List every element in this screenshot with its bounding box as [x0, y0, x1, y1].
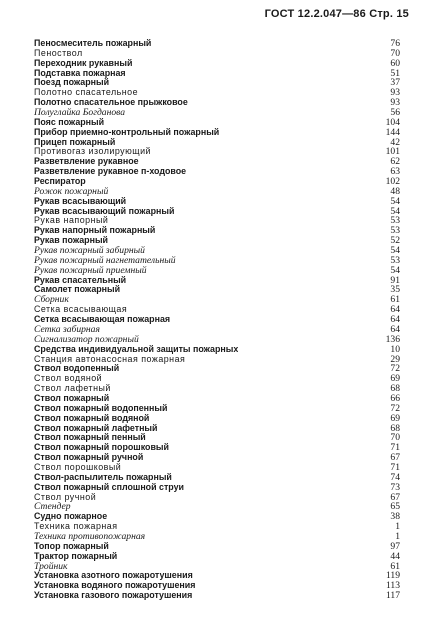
index-page-number: 68	[390, 383, 400, 395]
index-term: Разветвление рукавное	[34, 157, 139, 167]
index-page-number: 64	[390, 314, 400, 326]
index-page-number: 91	[390, 274, 400, 286]
index-entry	[34, 424, 400, 434]
index-term: Ствол пожарный порошковый	[34, 443, 169, 453]
index-term: Судно пожарное	[34, 512, 108, 522]
index-term: Рукав пожарный приемный	[34, 265, 147, 276]
index-page-number: 35	[390, 284, 400, 296]
index-page-number: 38	[390, 511, 400, 523]
index-entry	[34, 532, 400, 542]
index-entry	[34, 177, 400, 187]
index-term: Топор пожарный	[34, 541, 109, 551]
index-term: Пояс пожарный	[34, 117, 105, 127]
index-entry	[34, 542, 400, 552]
index-entry	[34, 522, 400, 532]
index-entry	[34, 118, 400, 128]
index-term: Техника противопожарная	[34, 531, 146, 542]
index-page-number: 66	[390, 392, 400, 404]
index-entry	[34, 325, 400, 335]
index-page-number: 53	[390, 254, 400, 266]
index-entry	[34, 216, 400, 226]
index-page-number: 67	[390, 491, 400, 503]
index-entry	[34, 493, 400, 503]
index-page-number: 71	[390, 442, 400, 454]
index-term: Рожок пожарный	[34, 186, 109, 197]
index-page-number: 73	[390, 481, 400, 493]
index-entry	[34, 355, 400, 365]
index-page-number: 44	[390, 550, 400, 562]
index-term: Разветвление рукавное п-ходовое	[34, 167, 187, 177]
index-entry	[34, 571, 400, 581]
index-page-number: 54	[390, 205, 400, 217]
index-entry	[34, 502, 400, 512]
index-entry	[34, 345, 400, 355]
index-term: Установка водяного пожаротушения	[34, 581, 196, 591]
index-page-number: 93	[390, 87, 400, 99]
index-page-number: 68	[390, 422, 400, 434]
index-entry	[34, 128, 400, 138]
index-entry	[34, 384, 400, 394]
index-term: Респиратор	[34, 177, 86, 187]
index-page-number: 54	[390, 264, 400, 276]
index-page-number: 10	[390, 343, 400, 355]
index-term: Ствол пожарный водопенный	[34, 403, 168, 413]
index-entry	[34, 305, 400, 315]
index-entry	[34, 108, 400, 118]
index-entry	[34, 315, 400, 325]
index-entry	[34, 414, 400, 424]
index-term: Ствол ручной	[34, 492, 97, 502]
index-page-number: 51	[390, 67, 400, 79]
index-entry	[34, 147, 400, 157]
index-term: Сборник	[34, 295, 69, 306]
index-entry	[34, 207, 400, 217]
index-page-number: 113	[385, 580, 400, 592]
index-entry	[34, 226, 400, 236]
index-page-number: 72	[390, 363, 400, 375]
index-term: Полотно спасательное прыжковое	[34, 98, 188, 108]
index-page-number: 1	[395, 530, 400, 542]
index-entry	[34, 138, 400, 148]
index-term: Ствол порошковый	[34, 462, 122, 472]
index-page-number: 52	[390, 235, 400, 247]
index-entry	[34, 246, 400, 256]
index-term: Рукав всасывающий пожарный	[34, 206, 175, 216]
index-entry	[34, 256, 400, 266]
index-entry	[34, 463, 400, 473]
index-page-number: 1	[395, 521, 400, 533]
index-entry	[34, 167, 400, 177]
index-page-number: 101	[385, 146, 400, 158]
index-term: Поезд пожарный	[34, 78, 110, 88]
index-page-number: 71	[390, 461, 400, 473]
index-term: Полуглайка Богданова	[34, 108, 126, 118]
index-entry	[34, 78, 400, 88]
index-term: Средства индивидуальной защиты пожарных	[34, 344, 239, 354]
index-term: Ствол водяной	[34, 374, 103, 384]
index-entry	[34, 295, 400, 305]
index-page-number: 56	[390, 107, 400, 119]
index-term: Станция автонасосная пожарная	[34, 354, 186, 364]
index-term: Переходник рукавный	[34, 58, 133, 68]
index-term: Рукав пожарный	[34, 236, 108, 246]
index-page-number: 70	[390, 47, 400, 59]
index-entry	[34, 88, 400, 98]
index-term: Рукав пожарный забирный	[34, 246, 145, 256]
index-entry	[34, 443, 400, 453]
index-term: Трактор пожарный	[34, 551, 118, 561]
index-page-number: 136	[385, 333, 400, 345]
index-page-number: 119	[385, 570, 400, 582]
index-entry	[34, 276, 400, 286]
index-entry	[34, 453, 400, 463]
index-page-number: 70	[390, 432, 400, 444]
index-page-number: 42	[390, 136, 400, 148]
index-term: Ствол пожарный	[34, 393, 110, 403]
index-page-number: 64	[390, 304, 400, 316]
index-page-number: 37	[390, 77, 400, 89]
index-entry	[34, 483, 400, 493]
index-entry	[34, 374, 400, 384]
index-page-number: 72	[390, 402, 400, 414]
index-page-number: 97	[390, 540, 400, 552]
index-entry	[34, 394, 400, 404]
index-page-number: 117	[385, 590, 400, 602]
index-page-number: 63	[390, 166, 400, 178]
index-page-number: 53	[390, 225, 400, 237]
index-entry	[34, 591, 400, 601]
subject-index-list	[34, 39, 400, 601]
index-page-number: 144	[385, 126, 400, 138]
index-entry	[34, 59, 400, 69]
index-entry	[34, 69, 400, 79]
page-header: ГОСТ 12.2.047—86 Стр. 15	[264, 8, 409, 20]
index-term: Прицеп пожарный	[34, 137, 116, 147]
index-entry	[34, 364, 400, 374]
index-page-number: 61	[390, 560, 400, 572]
index-entry	[34, 285, 400, 295]
index-term: Ствол лафетный	[34, 384, 111, 394]
index-entry	[34, 236, 400, 246]
index-term: Ствол пожарный ручной	[34, 453, 144, 463]
index-term: Противогаз изолирующий	[34, 147, 151, 157]
index-entry	[34, 581, 400, 591]
index-term: Пеносмеситель пожарный	[34, 39, 152, 48]
index-entry	[34, 512, 400, 522]
index-term: Подставка пожарная	[34, 68, 126, 78]
index-term: Рукав напорный	[34, 216, 109, 226]
index-page-number: 62	[390, 156, 400, 168]
index-term: Установка азотного пожаротушения	[34, 571, 193, 581]
index-page-number: 54	[390, 245, 400, 257]
index-page-number: 48	[390, 185, 400, 197]
index-page-number: 61	[390, 294, 400, 306]
index-term: Ствол пожарный лафетный	[34, 423, 158, 433]
index-page-number: 65	[390, 501, 400, 513]
index-page-number: 29	[390, 353, 400, 365]
index-page-number: 104	[385, 116, 400, 128]
index-entry	[34, 197, 400, 207]
index-page-number: 102	[385, 176, 400, 188]
index-page-number: 53	[390, 215, 400, 227]
index-term: Рукав пожарный нагнетательный	[34, 255, 176, 266]
index-page-number: 69	[390, 373, 400, 385]
index-entry	[34, 335, 400, 345]
index-entry	[34, 39, 400, 49]
index-term: Самолет пожарный	[34, 285, 121, 295]
index-term: Сетка всасывающая	[34, 305, 128, 315]
index-term: Рукав всасывающий	[34, 196, 127, 206]
index-term: Пеноствол	[34, 48, 83, 58]
index-term: Ствол пожарный водяной	[34, 413, 150, 423]
index-entry	[34, 473, 400, 483]
index-term: Техника пожарная	[34, 522, 118, 532]
index-term: Сетка всасывающая пожарная	[34, 315, 171, 325]
index-term: Прибор приемно-контрольный пожарный	[34, 127, 220, 137]
index-term: Рукав спасательный	[34, 275, 127, 285]
index-page-number: 60	[390, 57, 400, 69]
index-entry	[34, 266, 400, 276]
index-entry	[34, 404, 400, 414]
index-term: Ствол пожарный пенный	[34, 433, 146, 443]
index-term: Стендер	[34, 502, 71, 513]
index-page-number: 93	[390, 97, 400, 109]
index-page-number: 74	[390, 471, 400, 483]
index-term: Сигнализатор пожарный	[34, 334, 139, 345]
index-entry	[34, 157, 400, 167]
index-page-number: 54	[390, 195, 400, 207]
index-term: Ствол-распылитель пожарный	[34, 472, 172, 482]
index-entry	[34, 433, 400, 443]
index-term: Рукав напорный пожарный	[34, 226, 156, 236]
index-page-number: 76	[390, 38, 400, 49]
index-term: Тройник	[34, 561, 68, 572]
index-page-number: 64	[390, 323, 400, 335]
index-page-number: 69	[390, 412, 400, 424]
index-entry	[34, 49, 400, 59]
index-term: Полотно спасательное	[34, 88, 139, 98]
index-term: Сетка забирная	[34, 324, 100, 335]
index-page-number: 67	[390, 452, 400, 464]
index-entry	[34, 187, 400, 197]
index-term: Ствол водопенный	[34, 364, 120, 374]
index-term: Ствол пожарный сплошной струи	[34, 482, 184, 492]
index-entry	[34, 552, 400, 562]
index-term: Установка газового пожаротушения	[34, 591, 193, 601]
index-entry	[34, 562, 400, 572]
index-entry	[34, 98, 400, 108]
